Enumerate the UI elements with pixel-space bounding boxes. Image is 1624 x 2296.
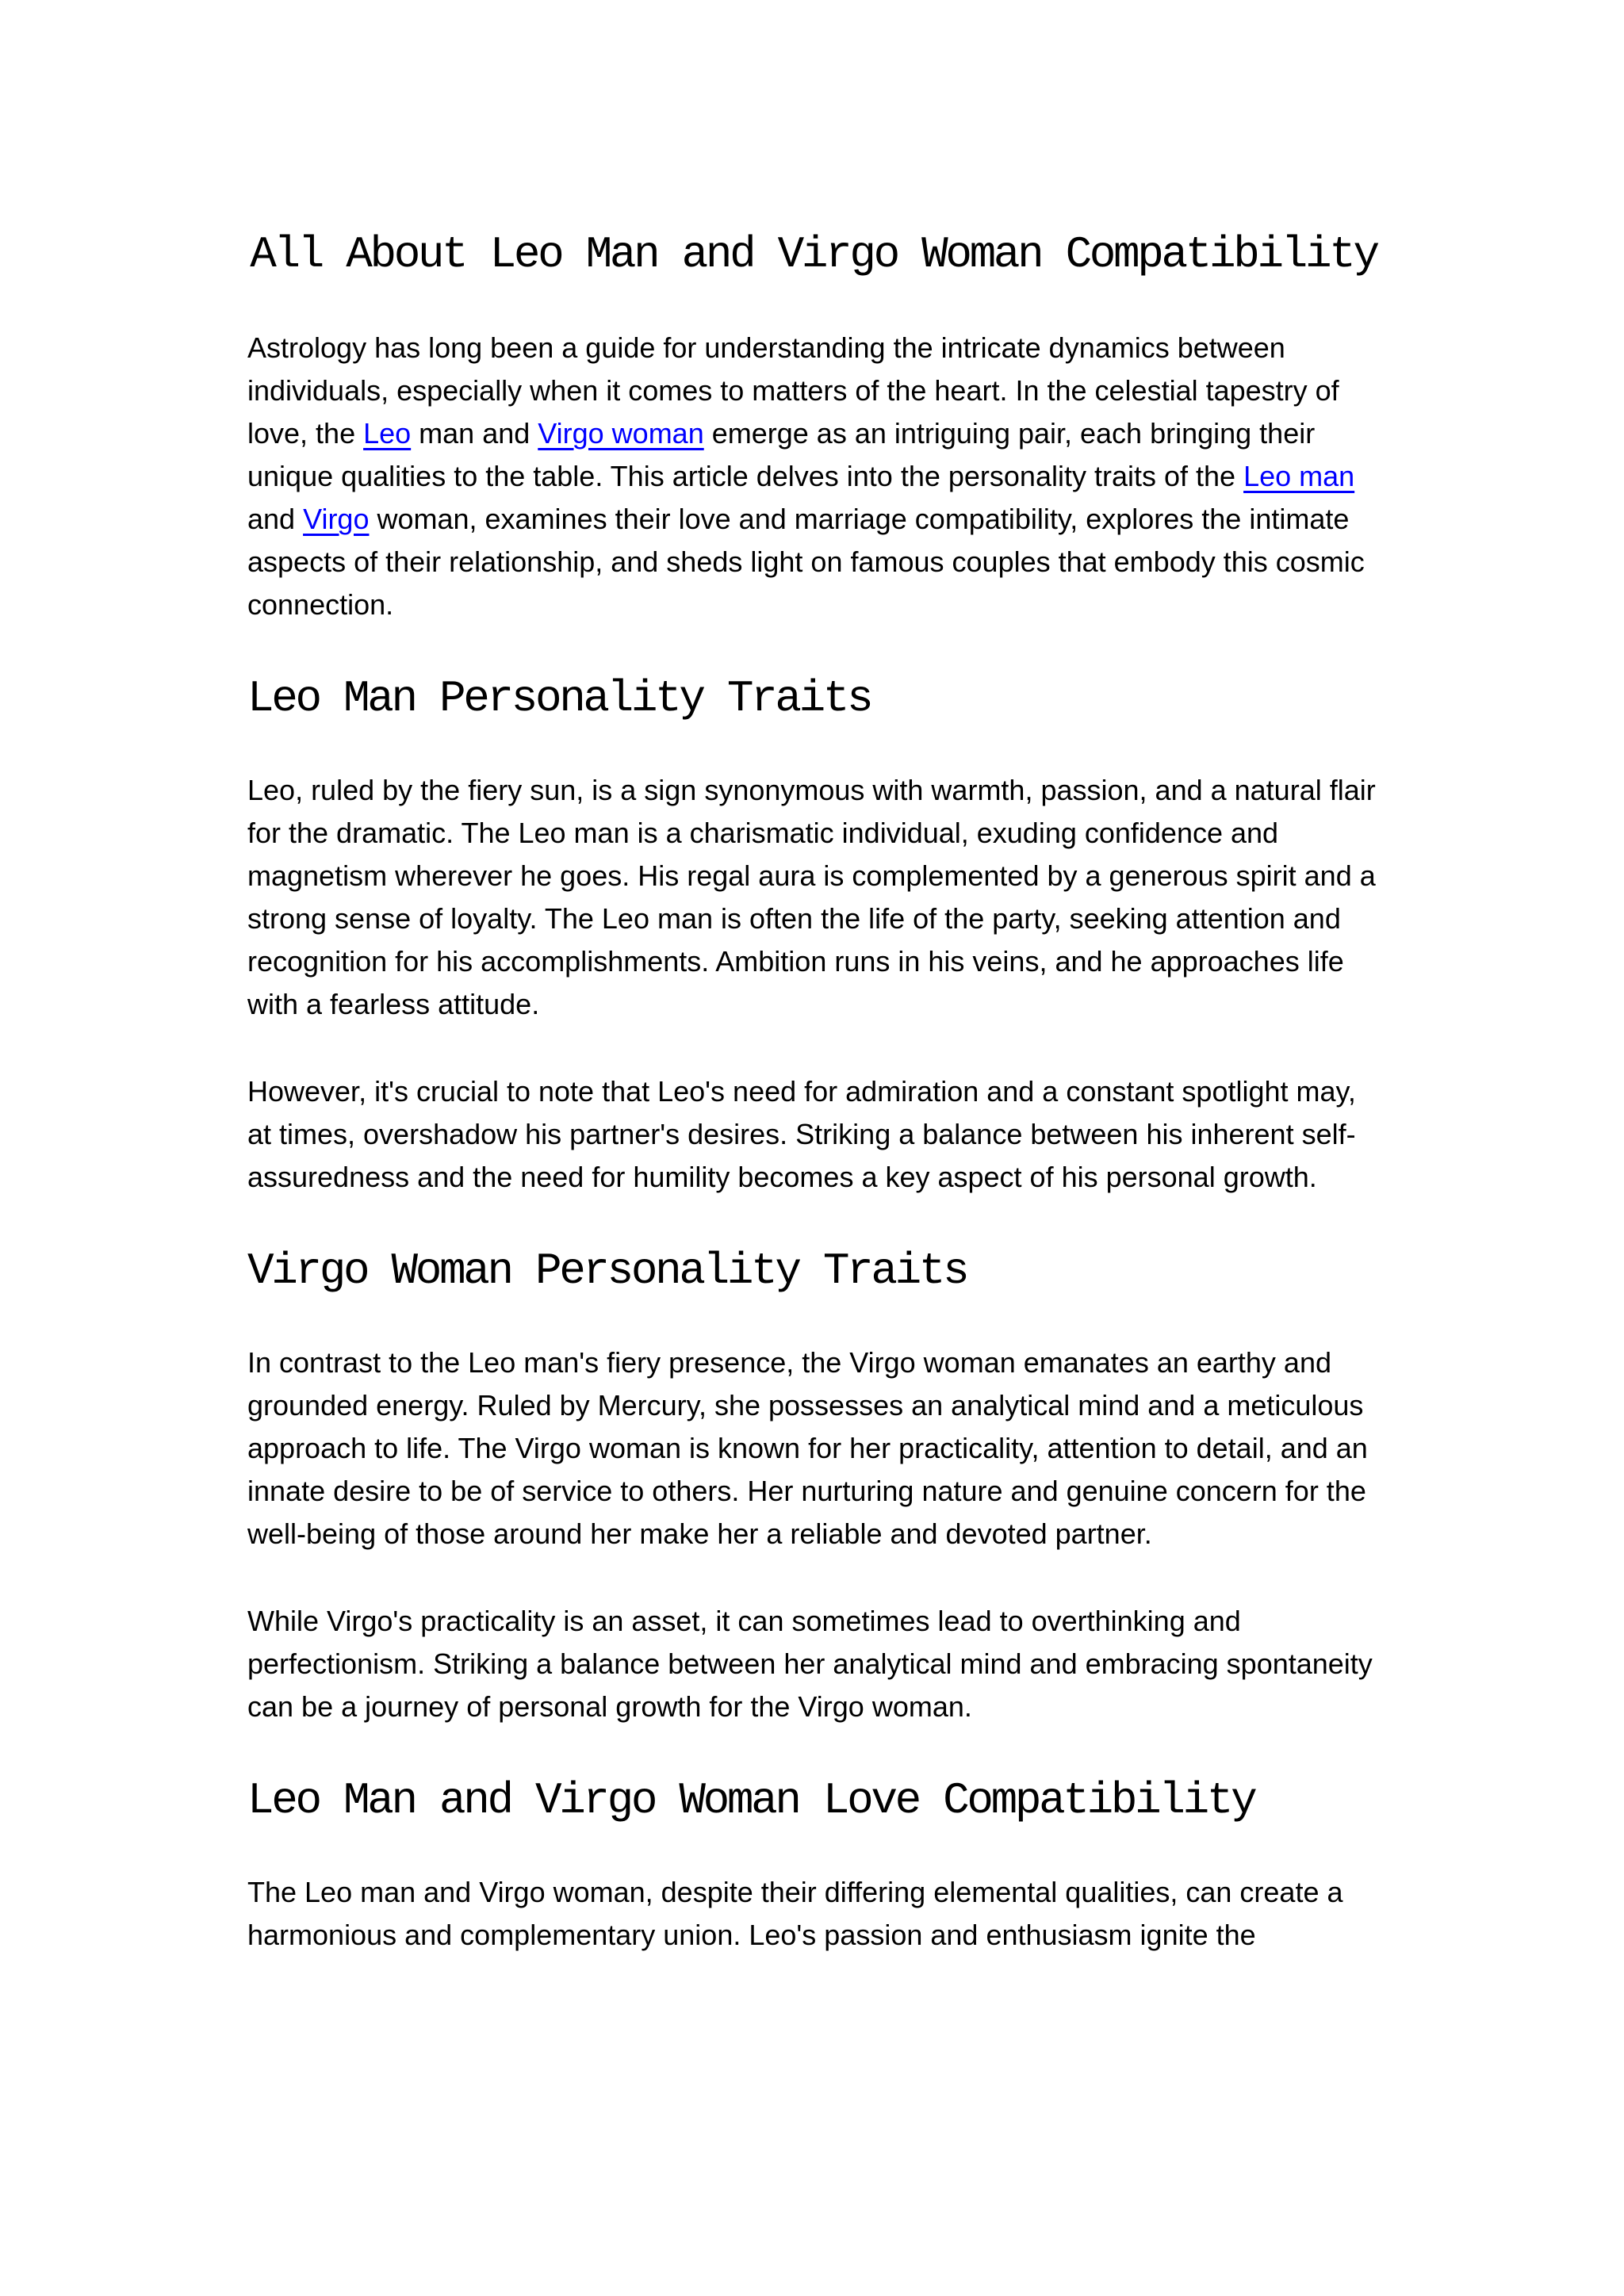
link-leo-man[interactable]: Leo man <box>1243 460 1355 492</box>
body-paragraph: However, it's crucial to note that Leo's need for admiration and a constant spotlight may, at times, overshadow his partner's desires. Striking a balance between his inherent self-assuredness and the need for humility becomes a key aspect of his personal growth. <box>247 1075 1356 1193</box>
intro-paragraph <box>247 327 1380 626</box>
section-virgo-woman-personality <box>247 1243 1380 1728</box>
section-love-compatibility <box>247 1773 1380 1957</box>
intro-text-3: emerge as an intriguing pair, each bringing their unique qualities to the table. This article delves into the personality traits of the <box>247 417 1316 492</box>
section-leo-man-personality <box>247 671 1380 1199</box>
link-virgo-woman[interactable]: Virgo woman <box>538 417 704 450</box>
intro-text-5: woman, examines their love and marriage compatibility, explores the intimate aspects of their relationship, and sheds light on famous couples that embody this cosmic connection. <box>247 503 1365 621</box>
section-heading-love-compatibility: Leo Man and Virgo Woman Love Compatibility <box>247 1775 1255 1826</box>
section-heading-leo-man-personality: Leo Man Personality Traits <box>247 673 871 724</box>
link-leo[interactable]: Leo <box>363 417 412 450</box>
body-paragraph: Leo, ruled by the fiery sun, is a sign synonymous with warmth, passion, and a natural flair for the dramatic. The Leo man is a charismatic individual, exuding confidence and magnetism wherever he goes. His regal aura is complemented by a generous spirit and a strong sense of loyalty. The Leo man is often the life of the party, seeking attention and recognition for his accomplishments. Ambition runs in his veins, and he approaches life with a fearless attitude. <box>247 774 1376 1020</box>
body-paragraph: In contrast to the Leo man's fiery presence, the Virgo woman emanates an earthy and grounded energy. Ruled by Mercury, she possesses an analytical mind and a meticulous approach to life. The Virgo woman is known for her practicality, attention to detail, and an innate desire to be of service to others. Her nurturing nature and genuine concern for the well-being of those around her make her a reliable and devoted partner. <box>247 1346 1368 1550</box>
body-paragraph: While Virgo's practicality is an asset, it can sometimes lead to overthinking and perfectionism. Striking a balance between her analytical mind and embracing spontaneity can be a journey of personal growth for the Virgo woman. <box>247 1605 1373 1723</box>
document-title: All About Leo Man and Virgo Woman Compatibility <box>250 229 1377 280</box>
intro-text-1: Astrology has long been a guide for understanding the intricate dynamics between individuals, especially when it comes to matters of the heart. In the celestial tapestry of love, the <box>247 331 1339 450</box>
link-virgo[interactable]: Virgo <box>303 503 370 535</box>
intro-text-2: man and <box>411 417 538 450</box>
body-paragraph: The Leo man and Virgo woman, despite their differing elemental qualities, can create a harmonious and complementary union. Leo's passion and enthusiasm ignite the <box>247 1876 1343 1951</box>
intro-text-4: and <box>247 503 304 535</box>
section-heading-virgo-woman-personality: Virgo Woman Personality Traits <box>247 1246 967 1296</box>
